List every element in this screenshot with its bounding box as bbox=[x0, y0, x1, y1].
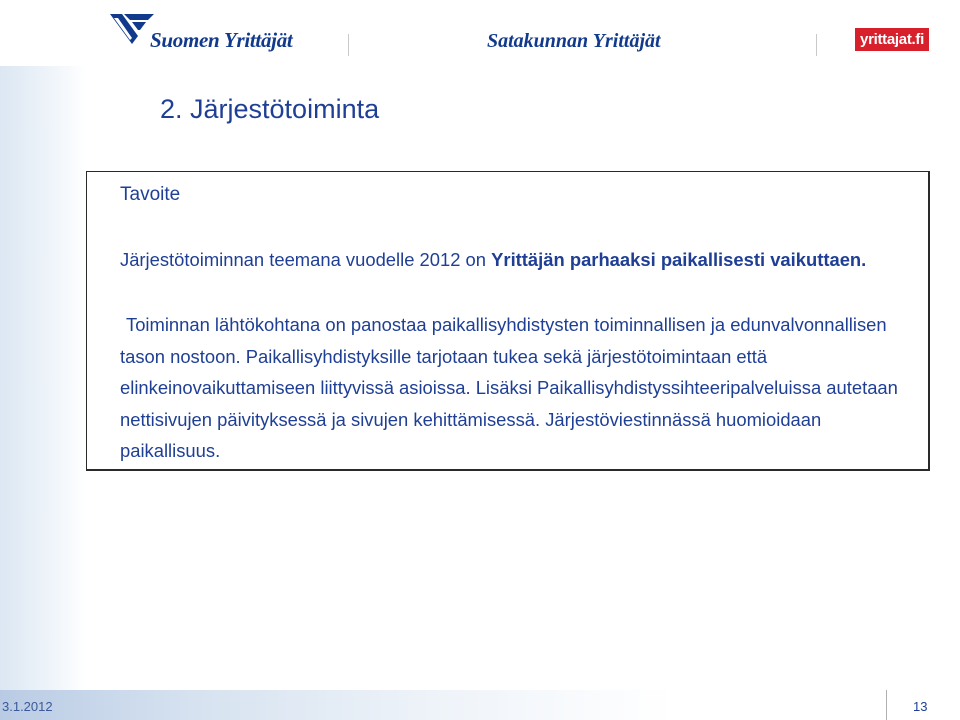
lead-prefix: Järjestötoiminnan teemana vuodelle 2012 on bbox=[120, 249, 492, 270]
left-decorative-band bbox=[0, 66, 86, 720]
org-logo-text: Suomen Yrittäjät bbox=[150, 28, 293, 52]
body-paragraph: Toiminnan lähtökohtana on panostaa paikallisyhdistysten toiminnallisen ja edunvalvonnallisen tason nostoon. Paikallisyhdistyksille tarjotaan tukea sekä järjestötoimintaan että elinkeinovaikuttamiseen liittyvissä asioissa. Lisäksi Paikallisyhdistyssihteeripalveluissa autetaan nettisivujen päivityksessä ja sivujen kehittämisessä. Järjestöviestinnässä huomioidaan paikallisuus. bbox=[120, 314, 898, 461]
slide-title: 2. Järjestötoiminta bbox=[160, 94, 380, 124]
lead-paragraph bbox=[120, 245, 910, 276]
brand-badge[interactable]: yrittajat.fi bbox=[855, 28, 929, 51]
region-title: Satakunnan Yrittäjät bbox=[487, 30, 661, 52]
header bbox=[0, 0, 960, 66]
header-divider bbox=[816, 34, 817, 56]
lead-bold: Yrittäjän parhaaksi paikallisesti vaikuttaen. bbox=[491, 249, 867, 270]
footer-band bbox=[0, 690, 960, 720]
footer-date: 3.1.2012 bbox=[2, 699, 53, 714]
footer-divider bbox=[886, 690, 887, 720]
goal-heading: Tavoite bbox=[120, 184, 181, 205]
header-divider bbox=[348, 34, 349, 56]
page-number: 13 bbox=[913, 699, 928, 714]
suomen-yrittajat-logo-icon bbox=[108, 12, 156, 46]
